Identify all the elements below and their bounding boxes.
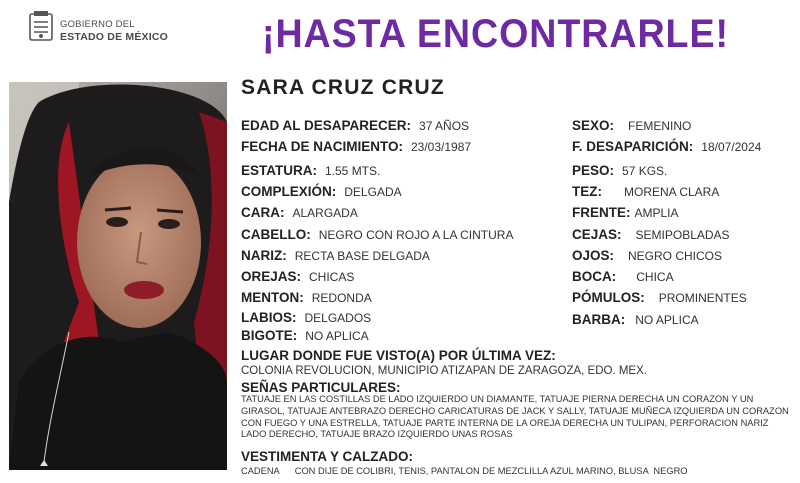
state-seal-icon [28, 10, 54, 42]
field-label: PESO: [572, 163, 615, 178]
field-disappearance-date [572, 139, 761, 155]
portrait-illustration [9, 82, 227, 470]
field-label: SEXO: [572, 118, 615, 133]
field-build [241, 184, 402, 200]
field-label: MENTON: [241, 290, 304, 305]
field-height [241, 163, 380, 179]
last-seen-text: COLONIA REVOLUCION, MUNICIPIO ATIZAPAN DE ZARAGOZA, EDO. MEX. [241, 365, 647, 377]
field-label: EDAD AL DESAPARECER: [241, 118, 412, 133]
field-mouth [572, 269, 674, 285]
field-beard [572, 312, 699, 328]
field-ears [241, 269, 354, 285]
field-age [241, 118, 469, 134]
field-label: OREJAS: [241, 269, 302, 284]
field-value: REDONDA [311, 291, 372, 305]
field-label: PÓMULOS: [572, 290, 645, 305]
field-value: 23/03/1987 [411, 140, 472, 154]
field-label: ESTATURA: [241, 163, 317, 178]
field-nose [241, 248, 430, 264]
field-value: MORENA CLARA [624, 185, 720, 199]
headline: ¡HASTA ENCONTRARLE! [262, 12, 729, 56]
field-label: F. DESAPARICIÓN: [572, 139, 694, 154]
logo-line-1: GOBIERNO DEL [60, 19, 135, 30]
logo-line-2: ESTADO DE MÉXICO [60, 31, 169, 43]
field-label: CEJAS: [572, 227, 622, 242]
field-label: FECHA DE NACIMIENTO: [241, 139, 403, 154]
field-lips [241, 310, 371, 326]
field-value: 1.55 MTS. [325, 164, 381, 178]
field-value: DELGADOS [304, 311, 372, 325]
field-label: CABELLO: [241, 227, 311, 242]
field-sex [572, 118, 691, 134]
government-logo [28, 10, 188, 46]
field-value: 37 AÑOS [419, 119, 470, 133]
field-value: AMPLIA [634, 206, 679, 220]
field-chin [241, 290, 372, 306]
clothing-text: CADENA CON DIJE DE COLIBRI, TENIS, PANTALON DE MEZCLILLA AZUL MARINO, BLUSA NEGRO [241, 466, 688, 476]
field-value: NEGRO CHICOS [628, 249, 723, 263]
field-value: FEMENINO [628, 119, 692, 133]
field-complexion [572, 184, 719, 200]
field-cheekbones [572, 290, 747, 306]
field-label: NARIZ: [241, 248, 287, 263]
field-value: SEMIPOBLADAS [635, 228, 730, 242]
field-label: FRENTE: [572, 205, 631, 220]
field-value: RECTA BASE DELGADA [294, 249, 430, 263]
field-eyes [572, 248, 722, 264]
field-label: OJOS: [572, 248, 615, 263]
field-label: BARBA: [572, 312, 626, 327]
field-value: CHICAS [309, 270, 355, 284]
field-hair [241, 227, 513, 243]
field-label: BOCA: [572, 269, 617, 284]
field-value: PROMINENTES [658, 291, 747, 305]
field-label: BIGOTE: [241, 328, 298, 343]
field-face [241, 205, 358, 221]
field-moustache [241, 328, 369, 344]
field-label: COMPLEXIÓN: [241, 184, 337, 199]
field-forehead [572, 205, 679, 221]
field-value: ALARGADA [292, 206, 358, 220]
person-name: SARA CRUZ CRUZ [241, 76, 445, 99]
field-value: NO APLICA [305, 329, 369, 343]
field-label: CARA: [241, 205, 285, 220]
last-seen-title: LUGAR DONDE FUE VISTO(A) POR ÚLTIMA VEZ: [241, 348, 556, 363]
missing-person-photo [9, 82, 227, 470]
marks-title: SEÑAS PARTICULARES: [241, 380, 401, 395]
field-value: CHICA [636, 270, 674, 284]
field-label: TEZ: [572, 184, 602, 199]
field-birth-date [241, 139, 471, 155]
marks-text: TATUAJE EN LAS COSTILLAS DE LADO IZQUIERDO UN DIAMANTE, TATUAJE PIERNA DERECHA UN CORAZON Y UN GIRASOL, TATUAJE ANTEBRAZO DERECHO CARICATURAS DE JACK Y SALLY, TATUAJE MUÑECA IZQUIERDA UN CORAZON CON FUEGO Y UNA ESTRELLA, TATUAJE PARTE INTERNA DE LA OREJA DERECHA UN TULIPAN, PERFORACION NARIZ LADO DERECHO, TATUAJE BRAZO IZQUIERDO UNAS ROSAS [241, 394, 789, 440]
field-value: 57 KGS. [622, 164, 668, 178]
field-weight [572, 163, 667, 179]
field-label: LABIOS: [241, 310, 297, 325]
clothing-title: VESTIMENTA Y CALZADO: [241, 449, 414, 464]
field-value: NO APLICA [635, 313, 699, 327]
field-value: DELGADA [344, 185, 402, 199]
field-value: 18/07/2024 [701, 140, 762, 154]
field-eyebrows [572, 227, 730, 243]
field-value: NEGRO CON ROJO A LA CINTURA [318, 228, 514, 242]
